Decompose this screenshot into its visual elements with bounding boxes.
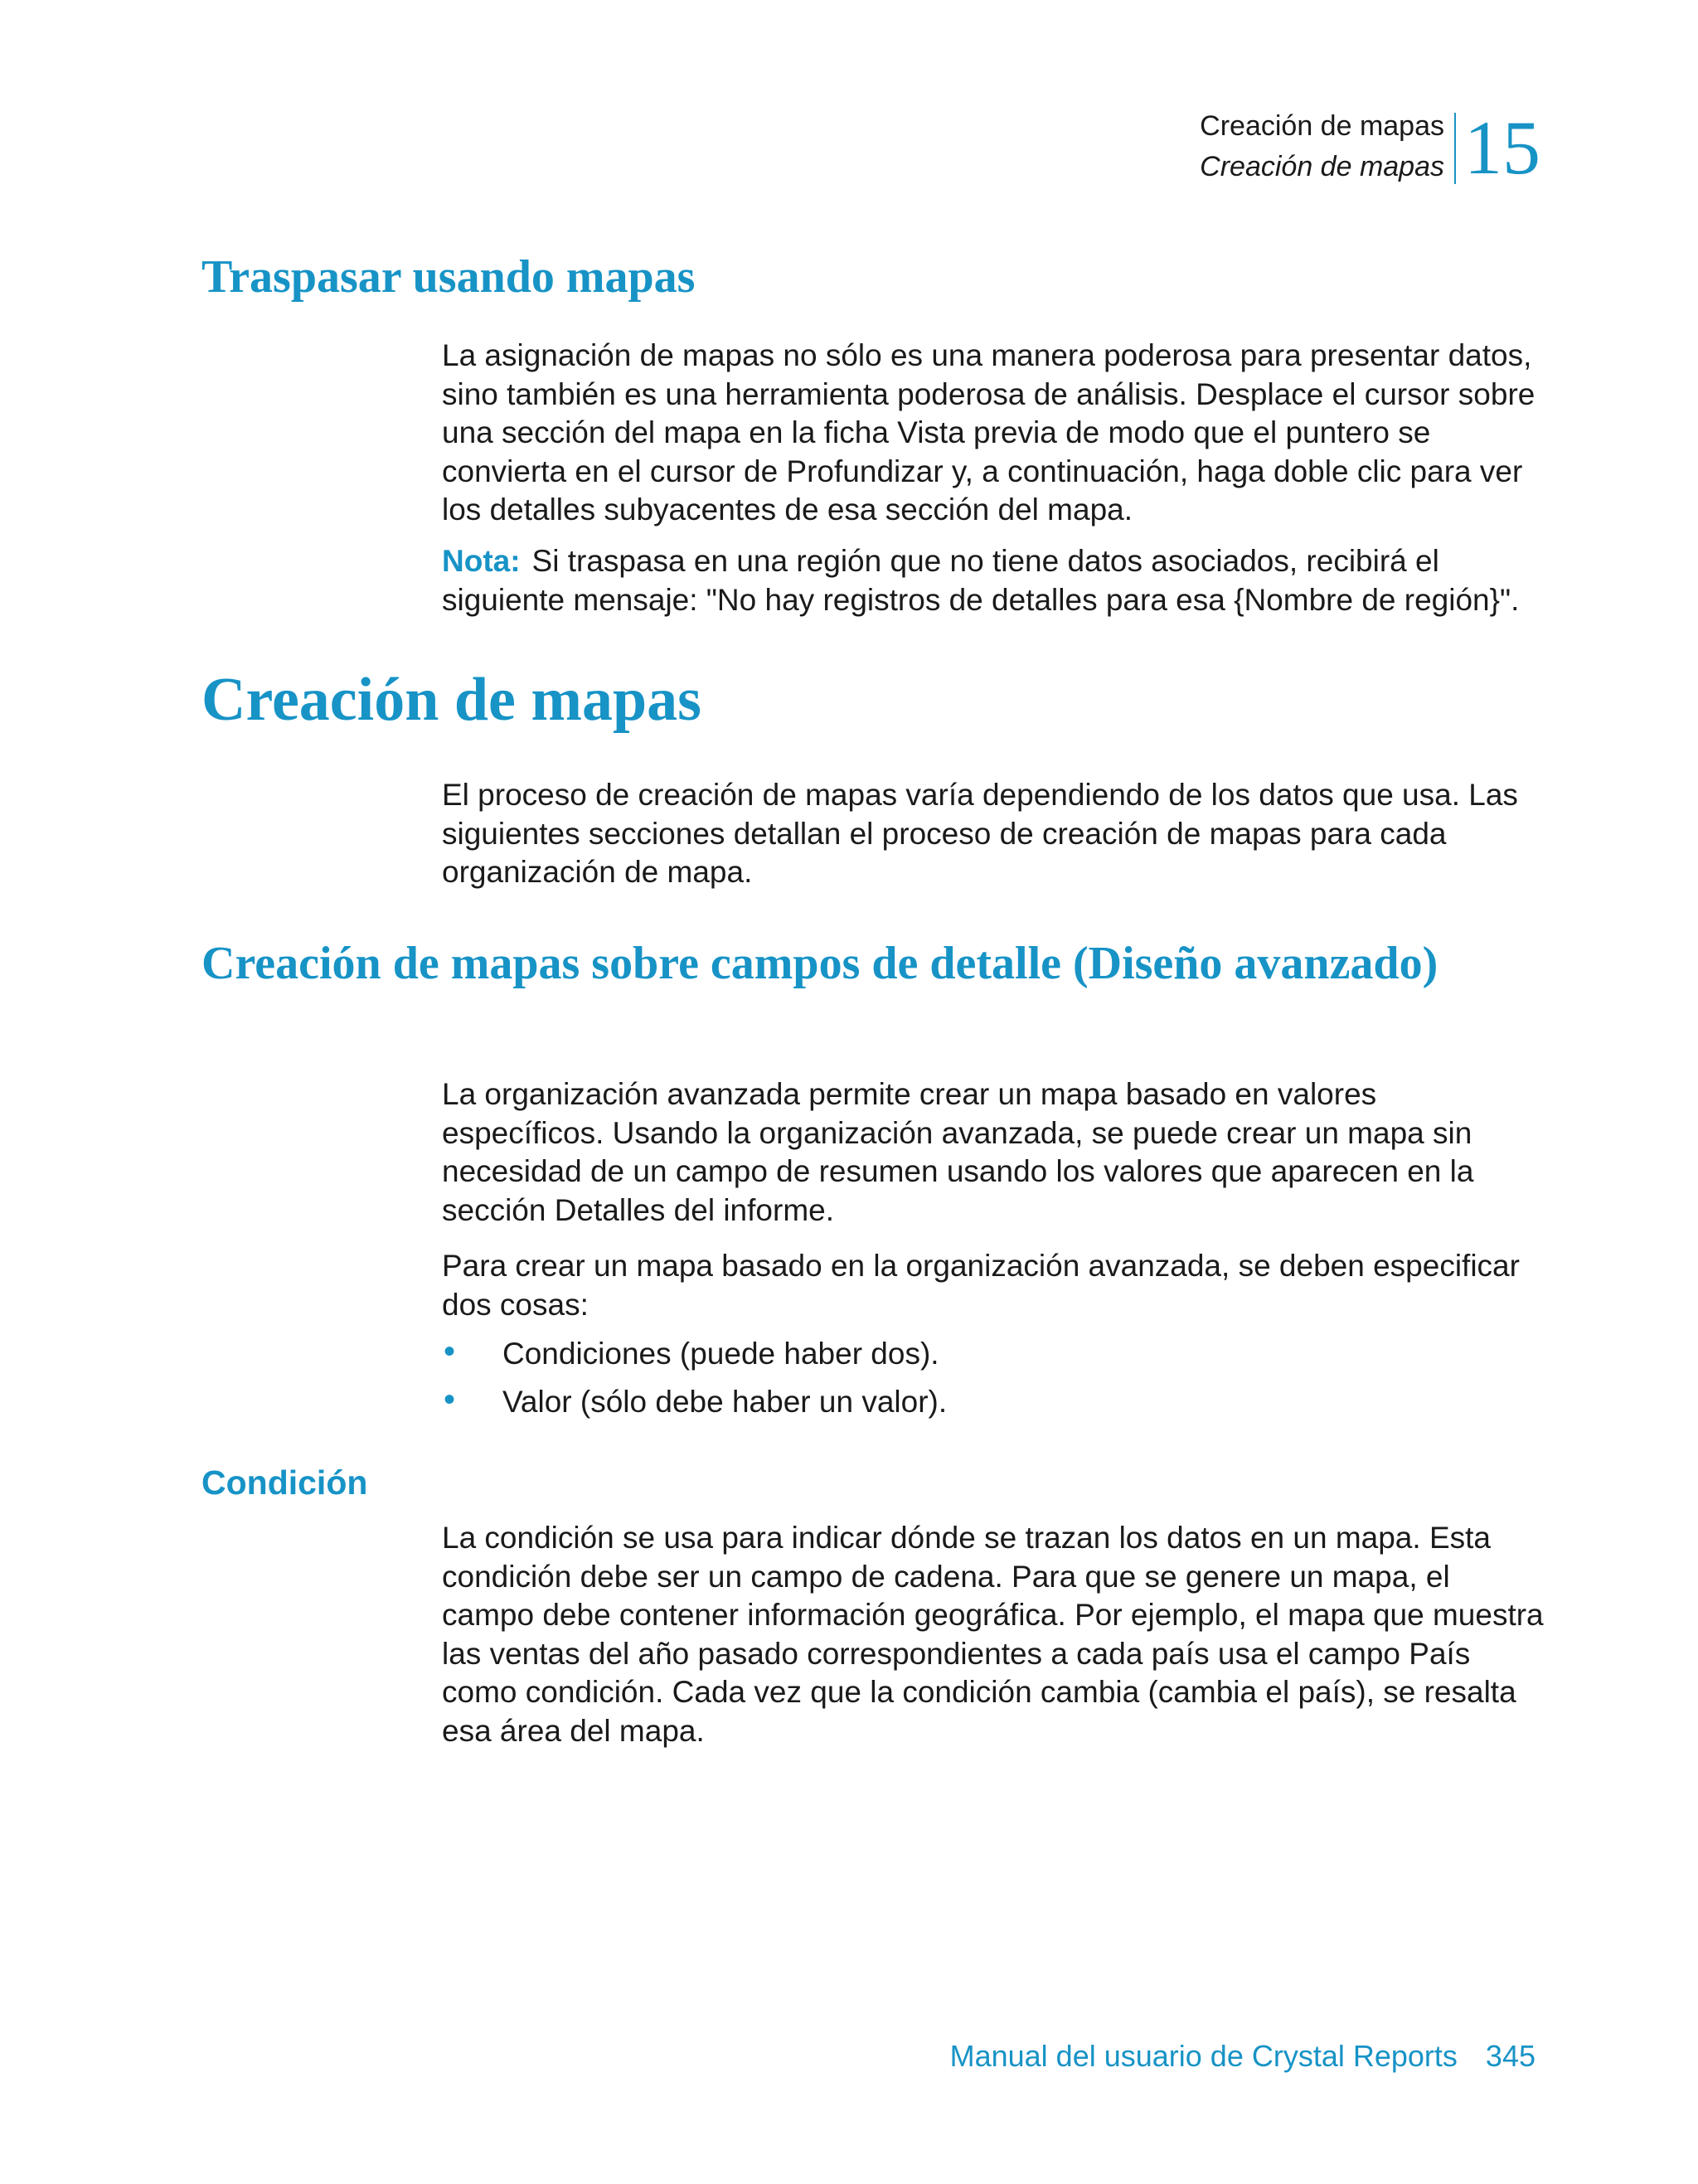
heading-detail: Creación de mapas sobre campos de detalle (Diseño avanzado) bbox=[201, 938, 1438, 989]
list-item: • Valor (sólo debe haber un valor). bbox=[444, 1381, 948, 1419]
bullet-list bbox=[442, 1335, 947, 1431]
heading-drill: Traspasar usando mapas bbox=[201, 251, 696, 303]
running-header-text bbox=[1200, 106, 1454, 187]
paragraph-creating: El proceso de creación de mapas varía dependiendo de los datos que usa. Las siguientes secciones detallan el proceso de creación de mapas para cada organización de mapa. bbox=[442, 778, 1518, 889]
heading-creating: Creación de mapas bbox=[201, 666, 701, 734]
note-text: Si traspasa en una región que no tiene datos asociados, recibirá el siguiente mensaje: "No hay registros de detalles para esa {Nombre de región}". bbox=[442, 544, 1520, 617]
bullet-icon: • bbox=[444, 1381, 456, 1418]
manual-title: Manual del usuario de Crystal Reports bbox=[949, 2039, 1458, 2073]
note-drill bbox=[442, 542, 1545, 619]
paragraph-detail-2: Para crear un mapa basado en la organización avanzada, se deben especificar dos cosas: bbox=[442, 1249, 1520, 1322]
page-number: 345 bbox=[1485, 2039, 1535, 2073]
paragraph-drill: La asignación de mapas no sólo es una manera poderosa para presentar datos, sino también es una herramienta poderosa de análisis. Desplace el cursor sobre una sección del mapa en la ficha Vista previa de modo que el puntero se convierta en el cursor de Profundizar y, a continuación, haga doble clic para ver los detalles subyacentes de esa sección del mapa. bbox=[442, 338, 1535, 527]
paragraph-condition: La condición se usa para indicar dónde se trazan los datos en un mapa. Esta condición debe ser un campo de cadena. Para que se genere un mapa, el campo debe contener información geográfica. Por ejemplo, el mapa que muestra las ventas del año pasado correspondientes a cada país usa el campo País como condición. Cada vez que la condición cambia (cambia el país), se resalta esa área del mapa. bbox=[442, 1521, 1544, 1748]
list-item: • Condiciones (puede haber dos). bbox=[444, 1333, 939, 1371]
heading-condition: Condición bbox=[201, 1463, 368, 1502]
page-footer bbox=[950, 2038, 1535, 2075]
section-title: Creación de mapas bbox=[1200, 151, 1444, 182]
paragraph-detail-1: La organización avanzada permite crear un mapa basado en valores específicos. Usando la organización avanzada, se puede crear un mapa sin necesidad de un campo de resumen usando los valores que aparecen en la sección Detalles del informe. bbox=[442, 1077, 1474, 1227]
bullet-icon: • bbox=[444, 1333, 456, 1370]
note-label: Nota: bbox=[442, 544, 521, 578]
chapter-number: 15 bbox=[1464, 105, 1540, 190]
running-header bbox=[1200, 105, 1540, 190]
chapter-title: Creación de mapas bbox=[1200, 110, 1444, 142]
